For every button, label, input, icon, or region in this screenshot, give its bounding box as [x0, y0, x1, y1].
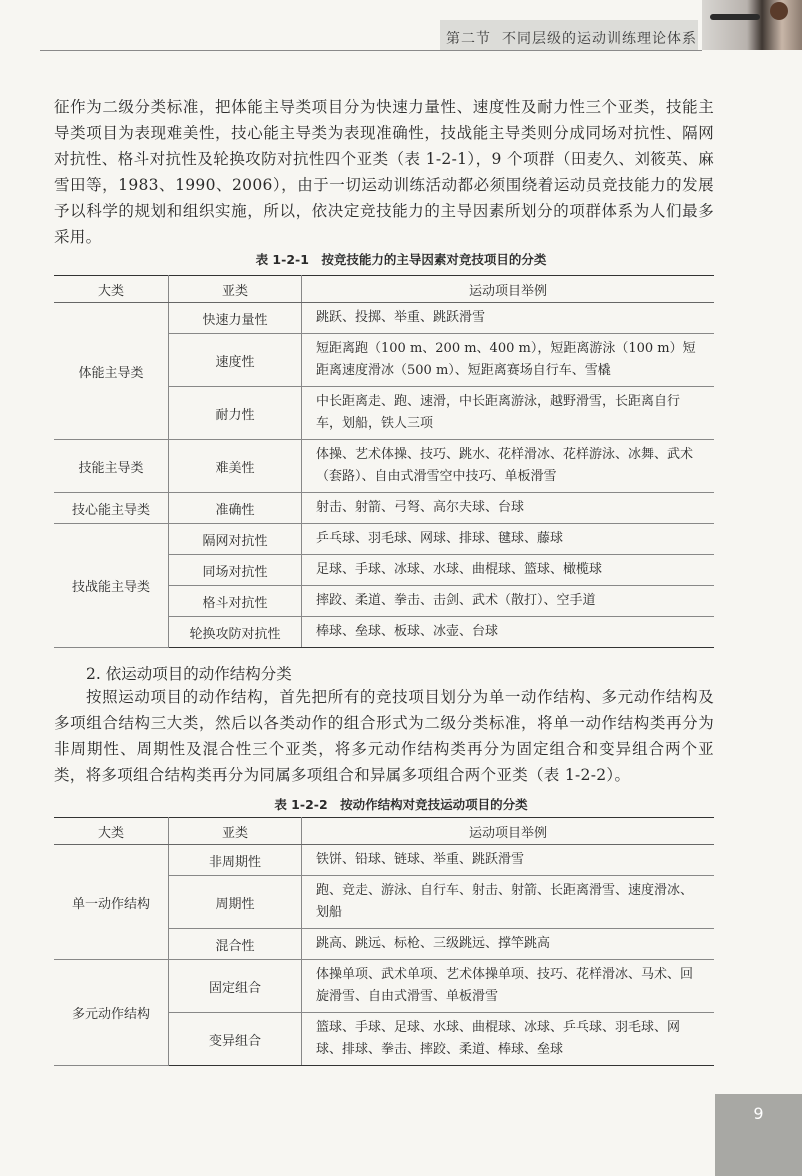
athlete-head-graphic: [770, 2, 788, 20]
table-row: [54, 493, 714, 524]
table2-example-cell: 跑、竞走、游泳、自行车、射击、射箭、长距离滑雪、速度滑冰、划船: [302, 876, 715, 929]
page-number-box: [715, 1094, 802, 1176]
table2-caption: 表 1-2-2 按动作结构对竞技运动项目的分类: [274, 797, 528, 812]
table-row: [54, 960, 714, 1013]
pistol-arm-graphic: [710, 14, 760, 20]
table-row: [54, 845, 714, 876]
section-title: 不同层级的运动训练理论体系: [502, 31, 697, 47]
table1-subcategory-cell: 准确性: [169, 493, 302, 524]
table1-header-subcategory: 亚类: [169, 276, 302, 303]
table1-example-cell: 跳跃、投掷、举重、跳跃滑雪: [302, 303, 715, 334]
table2-category-cell: 多元动作结构: [54, 960, 169, 1066]
table2-subcategory-cell: 混合性: [169, 929, 302, 960]
table2: [54, 817, 714, 1066]
table2-example-cell: 篮球、手球、足球、水球、曲棍球、冰球、乒乓球、羽毛球、网球、排球、拳击、摔跤、柔道、棒球、垒球: [302, 1013, 715, 1066]
table2-header-examples: 运动项目举例: [302, 818, 715, 845]
table1-category-cell: 技能主导类: [54, 440, 169, 493]
table1-example-cell: 棒球、垒球、板球、冰壶、台球: [302, 617, 715, 648]
table2-header-row: [54, 818, 714, 845]
table1-example-cell: 足球、手球、冰球、水球、曲棍球、篮球、橄榄球: [302, 555, 715, 586]
header-rule: [40, 50, 702, 51]
table1-example-cell: 短距离跑（100 m、200 m、400 m），短距离游泳（100 m）短距离速度滑冰（500 m）、短距离赛场自行车、雪橇: [302, 334, 715, 387]
section2-heading: 2. 依运动项目的动作结构分类: [86, 665, 292, 683]
page-number: 9: [753, 1104, 764, 1123]
table2-subcategory-cell: 变异组合: [169, 1013, 302, 1066]
table1-subcategory-cell: 同场对抗性: [169, 555, 302, 586]
table2-example-cell: 跳高、跳远、标枪、三级跳远、撑竿跳高: [302, 929, 715, 960]
table1-subcategory-cell: 快速力量性: [169, 303, 302, 334]
table1-subcategory-cell: 格斗对抗性: [169, 586, 302, 617]
table1-subcategory-cell: 速度性: [169, 334, 302, 387]
page-header: [0, 0, 802, 52]
intro-paragraph: 征作为二级分类标准，把体能主导类项目分为快速力量性、速度性及耐力性三个亚类，技能主导类项目为表现难美性，技心能主导类为表现准确性，技战能主导类则分成同场对抗性、隔网对抗性、格斗对抗性及轮换攻防对抗性四个亚类（表 1-2-1），9 个项群（田麦久、刘筱英、麻雪田等，1983、1990、2006），由于一切运动训练活动都必须围绕着运动员竞技能力的发展予以科学的规划和组织实施，所以，依决定竞技能力的主导因素所划分的项群体系为人们最多采用。: [54, 98, 714, 246]
table1-header-row: [54, 276, 714, 303]
table1-header-examples: 运动项目举例: [302, 276, 715, 303]
table2-header-category: 大类: [54, 818, 169, 845]
table1-example-cell: 体操、艺术体操、技巧、跳水、花样滑冰、花样游泳、冰舞、武术（套路）、自由式滑雪空中技巧、单板滑雪: [302, 440, 715, 493]
table2-header-subcategory: 亚类: [169, 818, 302, 845]
table1-example-cell: 中长距离走、跑、速滑，中长距离游泳，越野滑雪，长距离自行车，划船，铁人三项: [302, 387, 715, 440]
table1-category-cell: 技战能主导类: [54, 524, 169, 648]
table2-example-cell: 铁饼、铅球、链球、举重、跳跃滑雪: [302, 845, 715, 876]
table1-example-cell: 乒乓球、羽毛球、网球、排球、毽球、藤球: [302, 524, 715, 555]
table1-example-cell: 射击、射箭、弓弩、高尔夫球、台球: [302, 493, 715, 524]
table2-subcategory-cell: 固定组合: [169, 960, 302, 1013]
table1-category-cell: 技心能主导类: [54, 493, 169, 524]
table1-subcategory-cell: 轮换攻防对抗性: [169, 617, 302, 648]
table1-subcategory-cell: 隔网对抗性: [169, 524, 302, 555]
table-row: [54, 524, 714, 555]
table1-example-cell: 摔跤、柔道、拳击、击剑、武术（散打）、空手道: [302, 586, 715, 617]
table1: [54, 275, 714, 648]
table1-subcategory-cell: 难美性: [169, 440, 302, 493]
athlete-photo: [702, 0, 802, 50]
table2-subcategory-cell: 周期性: [169, 876, 302, 929]
table1-header-category: 大类: [54, 276, 169, 303]
table2-example-cell: 体操单项、武术单项、艺术体操单项、技巧、花样滑冰、马术、回旋滑雪、自由式滑雪、单板滑雪: [302, 960, 715, 1013]
table1-caption: 表 1-2-1 按竞技能力的主导因素对竞技项目的分类: [255, 252, 547, 267]
table1-subcategory-cell: 耐力性: [169, 387, 302, 440]
table-row: [54, 303, 714, 334]
table1-category-cell: 体能主导类: [54, 303, 169, 440]
table2-subcategory-cell: 非周期性: [169, 845, 302, 876]
table-row: [54, 440, 714, 493]
table2-category-cell: 单一动作结构: [54, 845, 169, 960]
section-label: 第二节: [446, 31, 491, 47]
section2-paragraph: 按照运动项目的动作结构，首先把所有的竞技项目划分为单一动作结构、多元动作结构及多项组合结构三大类，然后以各类动作的组合形式为二级分类标准，将单一动作结构类再分为非周期性、周期性及混合性三个亚类，将多元动作结构类再分为固定组合和变异组合两个亚类，将多项组合结构类再分为同属多项组合和异属多项组合两个亚类（表 1-2-2）。: [54, 688, 714, 784]
